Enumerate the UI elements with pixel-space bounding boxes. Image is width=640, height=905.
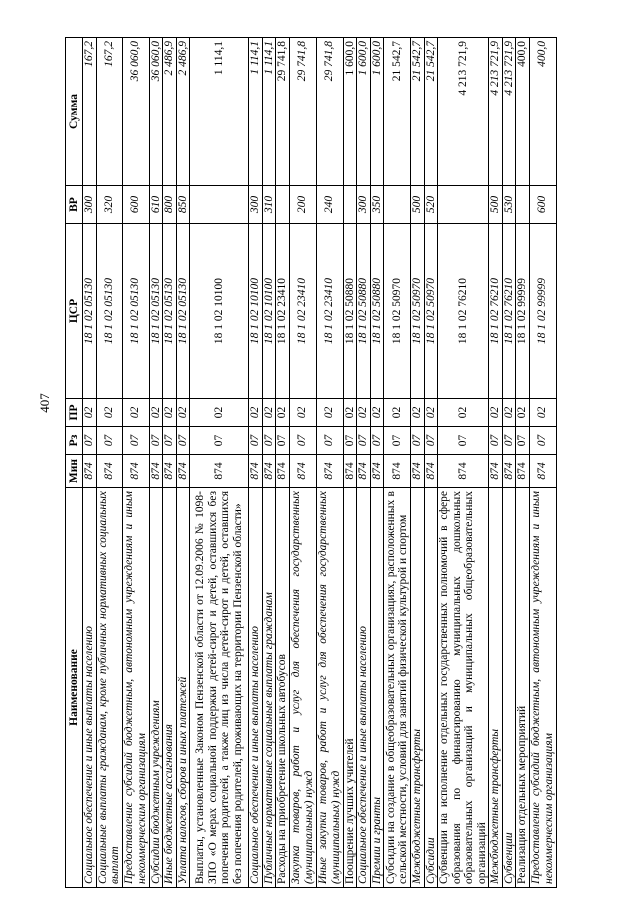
cell-name: Иные закупки товаров, работ и услуг для обеспечения государственных (муниципальных) нужд	[316, 488, 343, 888]
cell-vr: 240	[316, 186, 343, 224]
cell-pr: 02	[384, 399, 411, 427]
cell-sum: 400,0	[529, 38, 556, 186]
table-row	[289, 38, 316, 888]
table-row	[96, 38, 122, 888]
table-body	[83, 38, 557, 888]
cell-min: 874	[489, 455, 503, 488]
cell-min: 874	[438, 455, 489, 488]
cell-csr: 18 1 02 99999	[516, 224, 530, 399]
table-row	[438, 38, 489, 888]
cell-csr: 18 1 02 23410	[316, 224, 343, 399]
cell-name: Субвенции	[502, 488, 516, 888]
cell-rz: 07	[96, 427, 122, 455]
cell-rz: 07	[289, 427, 316, 455]
cell-sum: 21 542,7	[384, 38, 411, 186]
cell-csr: 18 1 02 05130	[96, 224, 122, 399]
cell-csr: 18 1 02 05130	[163, 224, 177, 399]
table-row	[502, 38, 516, 888]
cell-name: Субсидии на создание в общеобразовательных организациях, расположенных в сельской местности, условий для занятий физической культурой и спортом	[384, 488, 411, 888]
cell-vr: 600	[529, 186, 556, 224]
table-row	[122, 38, 149, 888]
cell-name: Иные бюджетные ассигнования	[163, 488, 177, 888]
cell-sum: 4 213 721,9	[502, 38, 516, 186]
cell-sum: 2 486,9	[176, 38, 190, 186]
cell-pr: 02	[249, 399, 263, 427]
cell-vr: 300	[249, 186, 263, 224]
cell-name: Субсидии	[424, 488, 438, 888]
cell-rz: 07	[384, 427, 411, 455]
cell-csr: 18 1 02 76210	[438, 224, 489, 399]
table-header-row	[66, 38, 83, 888]
table-row	[176, 38, 190, 888]
cell-pr: 02	[529, 399, 556, 427]
cell-name: Поощрение лучших учителей	[343, 488, 357, 888]
cell-sum: 21 542,7	[424, 38, 438, 186]
cell-csr: 18 1 02 10100	[262, 224, 276, 399]
cell-vr	[438, 186, 489, 224]
cell-min: 874	[357, 455, 371, 488]
cell-csr: 18 1 02 05130	[122, 224, 149, 399]
cell-sum: 1 600,0	[357, 38, 371, 186]
cell-csr: 18 1 02 50880	[343, 224, 357, 399]
header-rz: Рз	[66, 427, 83, 455]
cell-pr: 02	[149, 399, 163, 427]
cell-pr: 02	[163, 399, 177, 427]
cell-min: 874	[502, 455, 516, 488]
cell-name: Предоставление субсидий бюджетным, автономным учреждениям и иным некоммерческим организациям	[122, 488, 149, 888]
cell-min: 874	[276, 455, 290, 488]
cell-csr: 18 1 02 50970	[411, 224, 425, 399]
cell-name: Закупка товаров, работ и услуг для обеспечения государственных (муниципальных) нужд	[289, 488, 316, 888]
cell-name: Премии и гранты	[370, 488, 384, 888]
header-min: Мин	[66, 455, 83, 488]
cell-csr: 18 1 02 50970	[424, 224, 438, 399]
cell-csr: 18 1 02 05130	[176, 224, 190, 399]
cell-sum: 29 741,8	[289, 38, 316, 186]
cell-sum: 400,0	[516, 38, 530, 186]
cell-sum: 21 542,7	[411, 38, 425, 186]
cell-sum: 167,2	[96, 38, 122, 186]
cell-min: 874	[163, 455, 177, 488]
cell-name: Социальные выплаты гражданам, кроме публичных нормативных социальных выплат	[96, 488, 122, 888]
cell-rz: 07	[502, 427, 516, 455]
cell-csr: 18 1 02 76210	[489, 224, 503, 399]
cell-pr: 02	[96, 399, 122, 427]
cell-name: Выплаты, установленные Законом Пензенской области от 12.09.2006 № 1098-ЗПО «О мерах социальной поддержки детей-сирот и детей, оставшихся без попечения родителей, а также лиц из числа детей-сирот и детей, оставшихся без попечения родителей, проживающих на территории Пензенской области»	[190, 488, 249, 888]
header-vr: ВР	[66, 186, 83, 224]
cell-csr: 18 1 02 76210	[502, 224, 516, 399]
cell-pr: 02	[190, 399, 249, 427]
cell-pr: 02	[289, 399, 316, 427]
cell-rz: 07	[424, 427, 438, 455]
header-pr: ПР	[66, 399, 83, 427]
cell-csr: 18 1 02 99999	[529, 224, 556, 399]
cell-csr: 18 1 02 23410	[276, 224, 290, 399]
cell-sum: 2 486,9	[163, 38, 177, 186]
table-row	[516, 38, 530, 888]
cell-pr: 02	[438, 399, 489, 427]
cell-rz: 07	[176, 427, 190, 455]
cell-name: Реализация отдельных мероприятий	[516, 488, 530, 888]
cell-rz: 07	[149, 427, 163, 455]
cell-sum: 36 060,0	[149, 38, 163, 186]
cell-sum: 1 114,1	[190, 38, 249, 186]
cell-sum: 36 060,0	[122, 38, 149, 186]
cell-csr: 18 1 02 05130	[149, 224, 163, 399]
cell-min: 874	[83, 455, 97, 488]
cell-rz: 07	[343, 427, 357, 455]
table-row	[249, 38, 263, 888]
cell-name: Социальное обеспечение и иные выплаты населению	[249, 488, 263, 888]
cell-min: 874	[370, 455, 384, 488]
cell-min: 874	[516, 455, 530, 488]
cell-name: Социальное обеспечение и иные выплаты населению	[83, 488, 97, 888]
cell-rz: 07	[516, 427, 530, 455]
cell-min: 874	[190, 455, 249, 488]
cell-pr: 02	[83, 399, 97, 427]
cell-rz: 07	[529, 427, 556, 455]
cell-csr: 18 1 02 50970	[384, 224, 411, 399]
table-row	[384, 38, 411, 888]
cell-sum: 29 741,8	[276, 38, 290, 186]
table-row	[529, 38, 556, 888]
cell-vr: 530	[502, 186, 516, 224]
cell-rz: 07	[83, 427, 97, 455]
cell-name: Субвенции на исполнение отдельных государственных полномочий в сфере образования по финансированию муниципальных дошкольных образовательных организаций и муниципальных общеобразовательных организаций	[438, 488, 489, 888]
cell-rz: 07	[489, 427, 503, 455]
cell-vr	[190, 186, 249, 224]
cell-min: 874	[384, 455, 411, 488]
cell-vr: 200	[289, 186, 316, 224]
cell-pr: 02	[502, 399, 516, 427]
cell-vr: 520	[424, 186, 438, 224]
table-row	[411, 38, 425, 888]
cell-csr: 18 1 02 10100	[249, 224, 263, 399]
cell-name: Социальное обеспечение и иные выплаты населению	[357, 488, 371, 888]
cell-pr: 02	[122, 399, 149, 427]
cell-csr: 18 1 02 10100	[190, 224, 249, 399]
cell-pr: 02	[411, 399, 425, 427]
cell-name: Предоставление субсидий бюджетным, автономным учреждениям и иным некоммерческим организациям	[529, 488, 556, 888]
cell-min: 874	[289, 455, 316, 488]
table-row	[316, 38, 343, 888]
cell-pr: 02	[357, 399, 371, 427]
cell-min: 874	[249, 455, 263, 488]
table-row	[163, 38, 177, 888]
cell-rz: 07	[316, 427, 343, 455]
cell-min: 874	[122, 455, 149, 488]
page-number: 407	[37, 393, 52, 413]
cell-min: 874	[262, 455, 276, 488]
cell-min: 874	[316, 455, 343, 488]
cell-pr: 02	[370, 399, 384, 427]
cell-pr: 02	[516, 399, 530, 427]
cell-sum: 1 114,1	[262, 38, 276, 186]
cell-vr: 500	[489, 186, 503, 224]
cell-vr: 610	[149, 186, 163, 224]
cell-min: 874	[176, 455, 190, 488]
cell-rz: 07	[438, 427, 489, 455]
cell-pr: 02	[316, 399, 343, 427]
cell-vr: 500	[411, 186, 425, 224]
cell-vr: 800	[163, 186, 177, 224]
cell-pr: 02	[424, 399, 438, 427]
cell-vr	[276, 186, 290, 224]
cell-vr: 850	[176, 186, 190, 224]
table-row	[276, 38, 290, 888]
cell-vr	[516, 186, 530, 224]
cell-vr: 300	[357, 186, 371, 224]
cell-name: Публичные нормативные социальные выплаты гражданам	[262, 488, 276, 888]
cell-vr	[384, 186, 411, 224]
table-row	[262, 38, 276, 888]
table-row	[149, 38, 163, 888]
cell-sum: 1 114,1	[249, 38, 263, 186]
table-row	[343, 38, 357, 888]
cell-sum: 167,2	[83, 38, 97, 186]
header-sum: Сумма	[66, 38, 83, 186]
cell-rz: 07	[163, 427, 177, 455]
cell-name: Уплата налогов, сборов и иных платежей	[176, 488, 190, 888]
cell-csr: 18 1 02 05130	[83, 224, 97, 399]
cell-vr: 310	[262, 186, 276, 224]
cell-csr: 18 1 02 50880	[357, 224, 371, 399]
cell-pr: 02	[276, 399, 290, 427]
cell-rz: 07	[262, 427, 276, 455]
cell-min: 874	[424, 455, 438, 488]
cell-rz: 07	[411, 427, 425, 455]
cell-vr	[343, 186, 357, 224]
cell-sum: 1 600,0	[370, 38, 384, 186]
cell-sum: 1 600,0	[343, 38, 357, 186]
cell-pr: 02	[176, 399, 190, 427]
cell-min: 874	[529, 455, 556, 488]
cell-min: 874	[411, 455, 425, 488]
cell-pr: 02	[489, 399, 503, 427]
cell-name: Межбюджетные трансферты	[411, 488, 425, 888]
cell-name: Субсидии бюджетным учреждениям	[149, 488, 163, 888]
cell-name: Расходы на приобретение школьных автобусов	[276, 488, 290, 888]
cell-rz: 07	[190, 427, 249, 455]
cell-csr: 18 1 02 23410	[289, 224, 316, 399]
cell-rz: 07	[249, 427, 263, 455]
cell-pr: 02	[262, 399, 276, 427]
table-row	[83, 38, 97, 888]
table-row	[489, 38, 503, 888]
cell-min: 874	[343, 455, 357, 488]
cell-min: 874	[149, 455, 163, 488]
cell-sum: 4 213 721,9	[438, 38, 489, 186]
cell-vr: 350	[370, 186, 384, 224]
table-row	[424, 38, 438, 888]
cell-rz: 07	[122, 427, 149, 455]
cell-csr: 18 1 02 50880	[370, 224, 384, 399]
cell-vr: 600	[122, 186, 149, 224]
cell-sum: 4 213 721,9	[489, 38, 503, 186]
cell-name: Межбюджетные трансферты	[489, 488, 503, 888]
cell-vr: 300	[83, 186, 97, 224]
budget-table	[65, 37, 557, 888]
cell-pr: 02	[343, 399, 357, 427]
cell-sum: 29 741,8	[316, 38, 343, 186]
table-row	[370, 38, 384, 888]
cell-vr: 320	[96, 186, 122, 224]
cell-rz: 07	[357, 427, 371, 455]
rotated-table-wrapper	[65, 38, 585, 888]
cell-rz: 07	[276, 427, 290, 455]
cell-rz: 07	[370, 427, 384, 455]
table-row	[190, 38, 249, 888]
header-name: Наименование	[66, 488, 83, 888]
header-csr: ЦСР	[66, 224, 83, 399]
table-row	[357, 38, 371, 888]
cell-min: 874	[96, 455, 122, 488]
